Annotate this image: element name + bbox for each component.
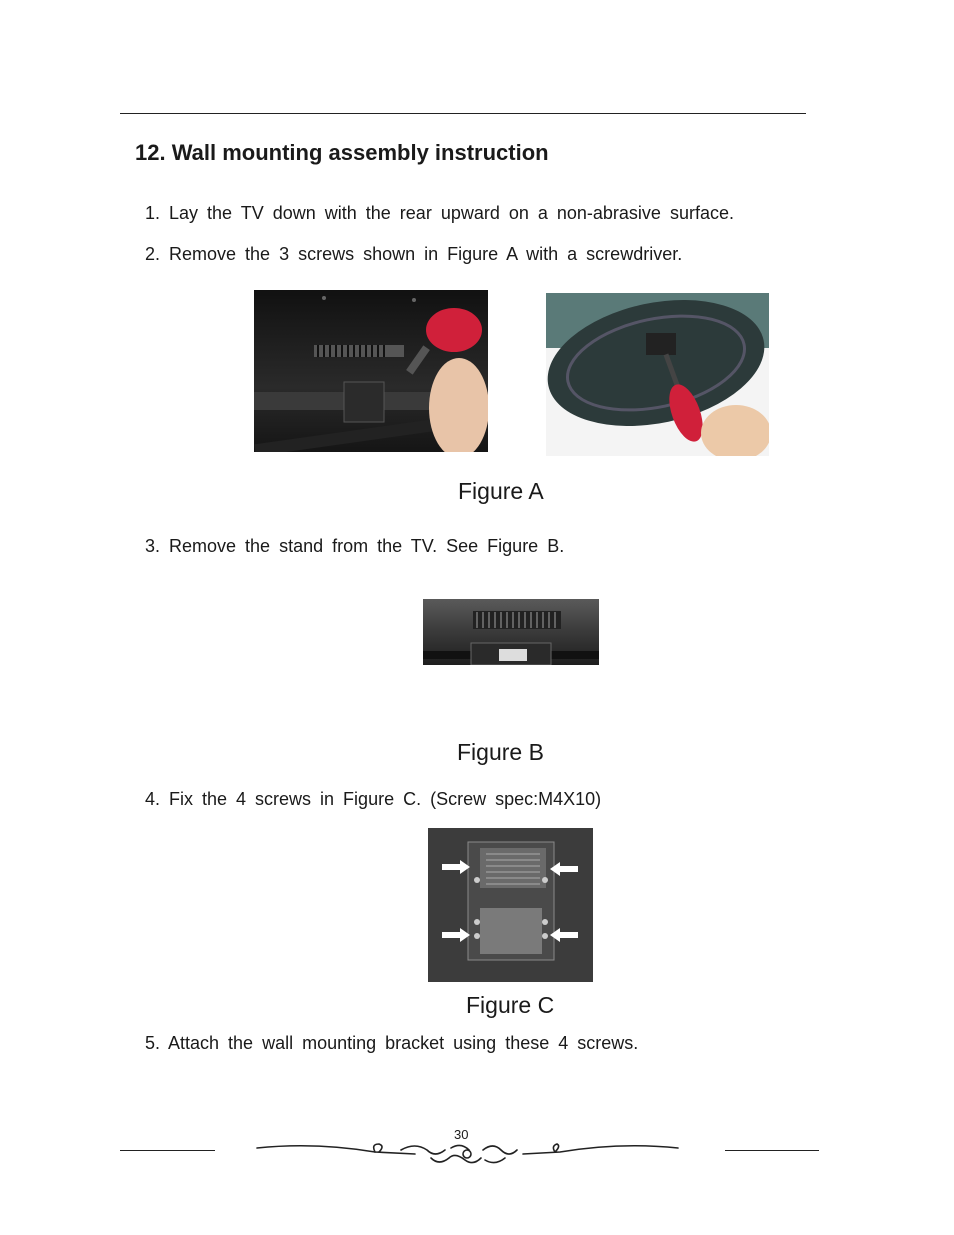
figure-c-photo	[428, 828, 593, 982]
step-4: 4. Fix the 4 screws in Figure C. (Screw spec:M4X10)	[145, 789, 602, 809]
figure-a-photo-right	[546, 293, 769, 456]
step-2: 2. Remove the 3 screws shown in Figure A with a screwdriver.	[145, 244, 683, 264]
figure-a-caption: Figure A	[458, 478, 544, 504]
footer-rule-left	[120, 1150, 215, 1151]
section-title: 12. Wall mounting assembly instruction	[135, 140, 549, 165]
figure-a-photo-left	[254, 290, 488, 452]
figure-b-caption: Figure B	[457, 739, 544, 765]
figure-c-caption: Figure C	[466, 992, 555, 1018]
step-1: 1. Lay the TV down with the rear upward on a non-abrasive surface.	[145, 203, 734, 223]
step-3: 3. Remove the stand from the TV. See Figure B.	[145, 536, 565, 556]
footer-ornament	[255, 1138, 680, 1168]
figure-b-photo	[423, 599, 599, 665]
footer-rule-right	[725, 1150, 819, 1151]
page-number: 30	[454, 1127, 469, 1142]
step-5: 5. Attach the wall mounting bracket using these 4 screws.	[145, 1033, 639, 1053]
header-rule	[120, 113, 806, 114]
